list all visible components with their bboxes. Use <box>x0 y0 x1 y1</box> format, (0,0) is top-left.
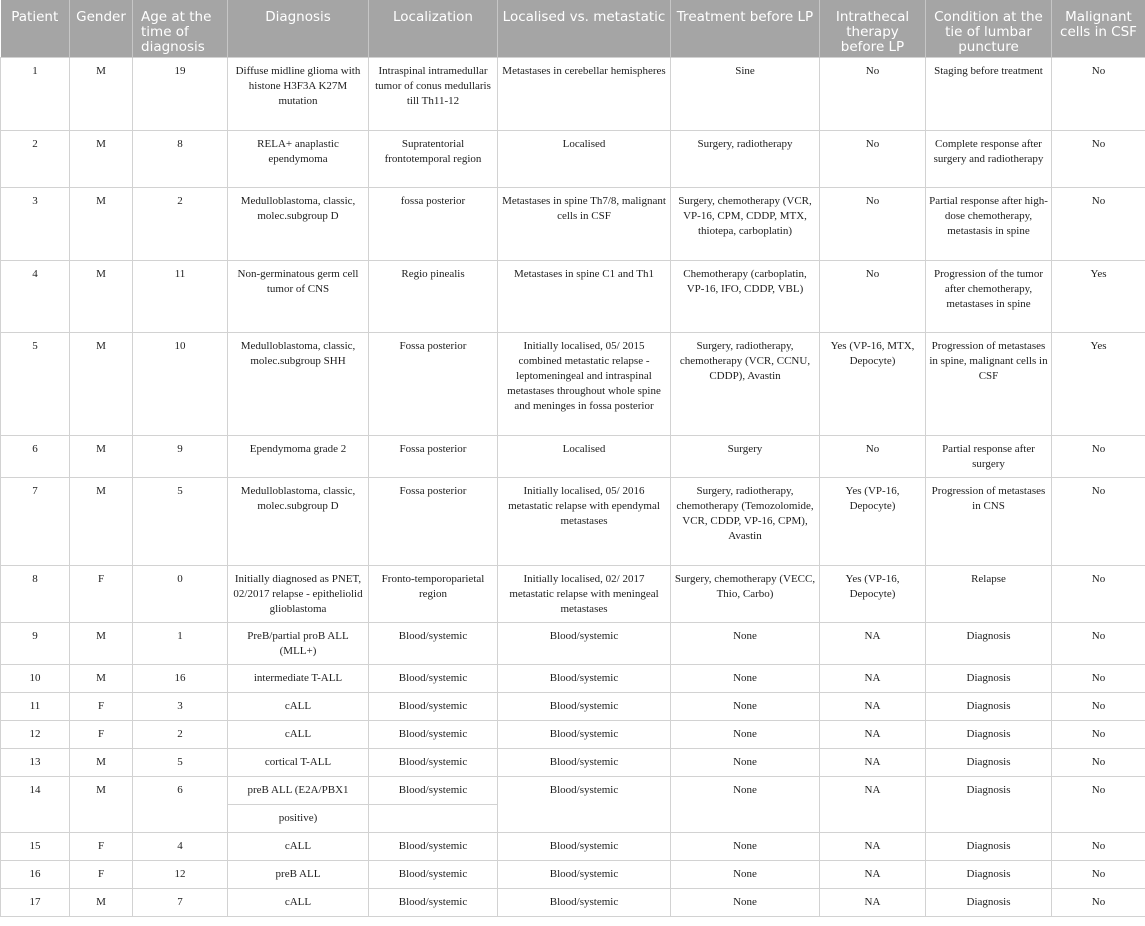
cell-intrathecal: NA <box>820 720 926 748</box>
cell-intrathecal: No <box>820 130 926 187</box>
cell-malignant-cells: Yes <box>1052 332 1145 435</box>
cell-localised-vs-metastatic: Blood/systemic <box>498 776 671 832</box>
cell-patient: 4 <box>1 260 70 332</box>
cell-localised-vs-metastatic: Blood/systemic <box>498 888 671 916</box>
cell-localization: Blood/systemic <box>369 664 498 692</box>
cell-localization: Fossa posterior <box>369 477 498 565</box>
cell-condition: Diagnosis <box>926 692 1052 720</box>
cell-diagnosis: cALL <box>228 888 369 916</box>
cell-malignant-cells: No <box>1052 622 1145 664</box>
cell-gender: M <box>70 187 133 260</box>
table-row <box>1 477 1145 565</box>
cell-treatment: None <box>671 776 820 832</box>
cell-malignant-cells: No <box>1052 130 1145 187</box>
cell-gender: M <box>70 130 133 187</box>
cell-malignant-cells: No <box>1052 832 1145 860</box>
cell-localization: Intraspinal intramedullar tumor of conus medullaris till Th11-12 <box>369 57 498 130</box>
table-row <box>1 832 1145 860</box>
cell-gender: F <box>70 860 133 888</box>
cell-malignant-cells: No <box>1052 776 1145 832</box>
cell-patient: 5 <box>1 332 70 435</box>
cell-diagnosis: Ependymoma grade 2 <box>228 435 369 477</box>
table-row <box>1 57 1145 130</box>
cell-gender: F <box>70 832 133 860</box>
cell-condition: Relapse <box>926 565 1052 622</box>
cell-treatment: None <box>671 664 820 692</box>
cell-treatment: Chemotherapy (carboplatin, VP-16, IFO, CDDP, VBL) <box>671 260 820 332</box>
header-malignant-cells: Malignant cells in CSF <box>1052 0 1145 57</box>
cell-localised-vs-metastatic: Localised <box>498 435 671 477</box>
table-row <box>1 748 1145 776</box>
cell-treatment: None <box>671 748 820 776</box>
cell-gender: M <box>70 664 133 692</box>
cell-condition: Diagnosis <box>926 888 1052 916</box>
cell-localised-vs-metastatic: Blood/systemic <box>498 748 671 776</box>
cell-malignant-cells: Yes <box>1052 260 1145 332</box>
cell-gender: M <box>70 260 133 332</box>
cell-gender: F <box>70 565 133 622</box>
cell-condition: Progression of metastases in CNS <box>926 477 1052 565</box>
table-row <box>1 187 1145 260</box>
cell-localization: Blood/systemic <box>369 832 498 860</box>
cell-treatment: Surgery, radiotherapy, chemotherapy (Temozolomide, VCR, CDDP, VP-16, CPM), Avastin <box>671 477 820 565</box>
cell-patient: 9 <box>1 622 70 664</box>
cell-diagnosis: intermediate T-ALL <box>228 664 369 692</box>
cell-diagnosis: RELA+ anaplastic ependymoma <box>228 130 369 187</box>
cell-diagnosis: Non-germinatous germ cell tumor of CNS <box>228 260 369 332</box>
cell-condition: Diagnosis <box>926 748 1052 776</box>
cell-diagnosis: preB ALL (E2A/PBX1 <box>228 776 369 804</box>
cell-patient: 17 <box>1 888 70 916</box>
cell-patient: 8 <box>1 565 70 622</box>
table-row <box>1 860 1145 888</box>
cell-treatment: Sine <box>671 57 820 130</box>
cell-treatment: None <box>671 832 820 860</box>
table-row <box>1 260 1145 332</box>
cell-localised-vs-metastatic: Blood/systemic <box>498 622 671 664</box>
cell-treatment: None <box>671 622 820 664</box>
cell-age: 11 <box>133 260 228 332</box>
cell-diagnosis: cALL <box>228 692 369 720</box>
cell-localization: Blood/systemic <box>369 692 498 720</box>
table-row <box>1 622 1145 664</box>
cell-condition: Partial response after high-dose chemotherapy, metastasis in spine <box>926 187 1052 260</box>
cell-malignant-cells: No <box>1052 57 1145 130</box>
cell-localised-vs-metastatic: Blood/systemic <box>498 860 671 888</box>
cell-diagnosis: Medulloblastoma, classic, molec.subgroup SHH <box>228 332 369 435</box>
cell-patient: 3 <box>1 187 70 260</box>
cell-gender: F <box>70 720 133 748</box>
cell-age: 3 <box>133 692 228 720</box>
cell-age: 12 <box>133 860 228 888</box>
cell-condition: Diagnosis <box>926 860 1052 888</box>
cell-patient: 6 <box>1 435 70 477</box>
cell-gender: M <box>70 888 133 916</box>
cell-localization: Fossa posterior <box>369 332 498 435</box>
cell-intrathecal: No <box>820 435 926 477</box>
cell-intrathecal: NA <box>820 888 926 916</box>
cell-diagnosis: cALL <box>228 832 369 860</box>
table-row <box>1 664 1145 692</box>
cell-intrathecal: Yes (VP-16, MTX, Depocyte) <box>820 332 926 435</box>
cell-localised-vs-metastatic: Initially localised, 05/ 2016 metastatic relapse with ependymal metastases <box>498 477 671 565</box>
cell-localised-vs-metastatic: Metastases in cerebellar hemispheres <box>498 57 671 130</box>
cell-age: 0 <box>133 565 228 622</box>
cell-intrathecal: Yes (VP-16, Depocyte) <box>820 565 926 622</box>
cell-intrathecal: NA <box>820 748 926 776</box>
cell-localised-vs-metastatic: Metastases in spine Th7/8, malignant cells in CSF <box>498 187 671 260</box>
cell-patient: 12 <box>1 720 70 748</box>
cell-gender: M <box>70 776 133 832</box>
cell-condition: Partial response after surgery <box>926 435 1052 477</box>
cell-treatment: None <box>671 888 820 916</box>
table-row <box>1 565 1145 622</box>
cell-treatment: Surgery, chemotherapy (VCR, VP-16, CPM, CDDP, MTX, thiotepa, carboplatin) <box>671 187 820 260</box>
cell-condition: Staging before treatment <box>926 57 1052 130</box>
cell-localization: Blood/systemic <box>369 720 498 748</box>
cell-intrathecal: No <box>820 57 926 130</box>
cell-intrathecal: NA <box>820 860 926 888</box>
cell-localization: Blood/systemic <box>369 776 498 804</box>
cell-diagnosis: Medulloblastoma, classic, molec.subgroup D <box>228 187 369 260</box>
header-patient: Patient <box>1 0 70 57</box>
cell-condition: Diagnosis <box>926 776 1052 832</box>
cell-diagnosis: Diffuse midline glioma with histone H3F3A K27M mutation <box>228 57 369 130</box>
cell-malignant-cells: No <box>1052 720 1145 748</box>
cell-diagnosis-continuation: positive) <box>228 804 369 832</box>
cell-condition: Progression of metastases in spine, malignant cells in CSF <box>926 332 1052 435</box>
cell-localised-vs-metastatic: Blood/systemic <box>498 692 671 720</box>
header-intrathecal: Intrathecal therapy before LP <box>820 0 926 57</box>
cell-treatment: Surgery, chemotherapy (VECC, Thio, Carbo) <box>671 565 820 622</box>
cell-diagnosis: cortical T-ALL <box>228 748 369 776</box>
cell-localization: Fossa posterior <box>369 435 498 477</box>
cell-age: 8 <box>133 130 228 187</box>
table-row <box>1 435 1145 477</box>
cell-treatment: Surgery, radiotherapy <box>671 130 820 187</box>
cell-age: 6 <box>133 776 228 832</box>
table-row <box>1 130 1145 187</box>
cell-patient: 14 <box>1 776 70 832</box>
cell-gender: M <box>70 57 133 130</box>
cell-treatment: None <box>671 860 820 888</box>
table-row <box>1 332 1145 435</box>
cell-gender: F <box>70 692 133 720</box>
header-gender: Gender <box>70 0 133 57</box>
cell-treatment: None <box>671 720 820 748</box>
cell-intrathecal: NA <box>820 622 926 664</box>
cell-age: 5 <box>133 477 228 565</box>
cell-malignant-cells: No <box>1052 888 1145 916</box>
cell-localization: Blood/systemic <box>369 622 498 664</box>
cell-diagnosis: Initially diagnosed as PNET, 02/2017 relapse - epitheliolid glioblastoma <box>228 565 369 622</box>
cell-localization: Fronto-temporoparietal region <box>369 565 498 622</box>
cell-intrathecal: NA <box>820 664 926 692</box>
cell-localised-vs-metastatic: Initially localised, 05/ 2015 combined metastatic relapse - leptomeningeal and intraspinal metastases throughout whole spine and meninges in fossa posterior <box>498 332 671 435</box>
cell-intrathecal: Yes (VP-16, Depocyte) <box>820 477 926 565</box>
cell-age: 16 <box>133 664 228 692</box>
cell-patient: 1 <box>1 57 70 130</box>
cell-age: 19 <box>133 57 228 130</box>
cell-gender: M <box>70 332 133 435</box>
cell-localised-vs-metastatic: Blood/systemic <box>498 832 671 860</box>
cell-gender: M <box>70 748 133 776</box>
cell-condition: Diagnosis <box>926 622 1052 664</box>
cell-age: 10 <box>133 332 228 435</box>
cell-malignant-cells: No <box>1052 860 1145 888</box>
cell-intrathecal: NA <box>820 776 926 832</box>
cell-patient: 13 <box>1 748 70 776</box>
cell-localised-vs-metastatic: Metastases in spine C1 and Th1 <box>498 260 671 332</box>
cell-age: 2 <box>133 187 228 260</box>
cell-age: 7 <box>133 888 228 916</box>
cell-condition: Diagnosis <box>926 664 1052 692</box>
cell-localised-vs-metastatic: Initially localised, 02/ 2017 metastatic relapse with meningeal metastases <box>498 565 671 622</box>
header-row <box>1 0 1145 57</box>
cell-gender: M <box>70 435 133 477</box>
cell-treatment: None <box>671 692 820 720</box>
table-row <box>1 720 1145 748</box>
header-age: Age at the time of diagnosis <box>133 0 228 57</box>
cell-diagnosis: preB ALL <box>228 860 369 888</box>
cell-localization: Blood/systemic <box>369 860 498 888</box>
cell-age: 2 <box>133 720 228 748</box>
cell-localization: Blood/systemic <box>369 748 498 776</box>
cell-localization-empty <box>369 804 498 832</box>
cell-treatment: Surgery, radiotherapy, chemotherapy (VCR, CCNU, CDDP), Avastin <box>671 332 820 435</box>
cell-condition: Complete response after surgery and radiotherapy <box>926 130 1052 187</box>
cell-condition: Diagnosis <box>926 832 1052 860</box>
table-row <box>1 692 1145 720</box>
cell-age: 5 <box>133 748 228 776</box>
cell-diagnosis: cALL <box>228 720 369 748</box>
header-localised-vs-metastatic: Localised vs. metastatic <box>498 0 671 57</box>
cell-intrathecal: No <box>820 187 926 260</box>
cell-localised-vs-metastatic: Blood/systemic <box>498 720 671 748</box>
cell-localised-vs-metastatic: Localised <box>498 130 671 187</box>
cell-patient: 15 <box>1 832 70 860</box>
cell-malignant-cells: No <box>1052 664 1145 692</box>
cell-diagnosis: PreB/partial proB ALL (MLL+) <box>228 622 369 664</box>
cell-malignant-cells: No <box>1052 435 1145 477</box>
cell-age: 9 <box>133 435 228 477</box>
table-row <box>1 776 1145 804</box>
cell-diagnosis: Medulloblastoma, classic, molec.subgroup D <box>228 477 369 565</box>
cell-patient: 2 <box>1 130 70 187</box>
cell-malignant-cells: No <box>1052 692 1145 720</box>
cell-condition: Diagnosis <box>926 720 1052 748</box>
cell-condition: Progression of the tumor after chemotherapy, metastases in spine <box>926 260 1052 332</box>
cell-malignant-cells: No <box>1052 477 1145 565</box>
cell-treatment: Surgery <box>671 435 820 477</box>
cell-malignant-cells: No <box>1052 187 1145 260</box>
header-diagnosis: Diagnosis <box>228 0 369 57</box>
cell-age: 1 <box>133 622 228 664</box>
header-treatment: Treatment before LP <box>671 0 820 57</box>
cell-localization: Supratentorial frontotemporal region <box>369 130 498 187</box>
table-row <box>1 888 1145 916</box>
cell-patient: 16 <box>1 860 70 888</box>
cell-age: 4 <box>133 832 228 860</box>
cell-malignant-cells: No <box>1052 565 1145 622</box>
cell-intrathecal: NA <box>820 692 926 720</box>
cell-gender: M <box>70 477 133 565</box>
cell-localization: Regio pinealis <box>369 260 498 332</box>
header-localization: Localization <box>369 0 498 57</box>
cell-localization: Blood/systemic <box>369 888 498 916</box>
cell-localization: fossa posterior <box>369 187 498 260</box>
cell-patient: 10 <box>1 664 70 692</box>
cell-localised-vs-metastatic: Blood/systemic <box>498 664 671 692</box>
cell-patient: 7 <box>1 477 70 565</box>
cell-gender: M <box>70 622 133 664</box>
cell-malignant-cells: No <box>1052 748 1145 776</box>
header-condition: Condition at the tie of lumbar puncture <box>926 0 1052 57</box>
cell-intrathecal: No <box>820 260 926 332</box>
cell-intrathecal: NA <box>820 832 926 860</box>
cell-patient: 11 <box>1 692 70 720</box>
